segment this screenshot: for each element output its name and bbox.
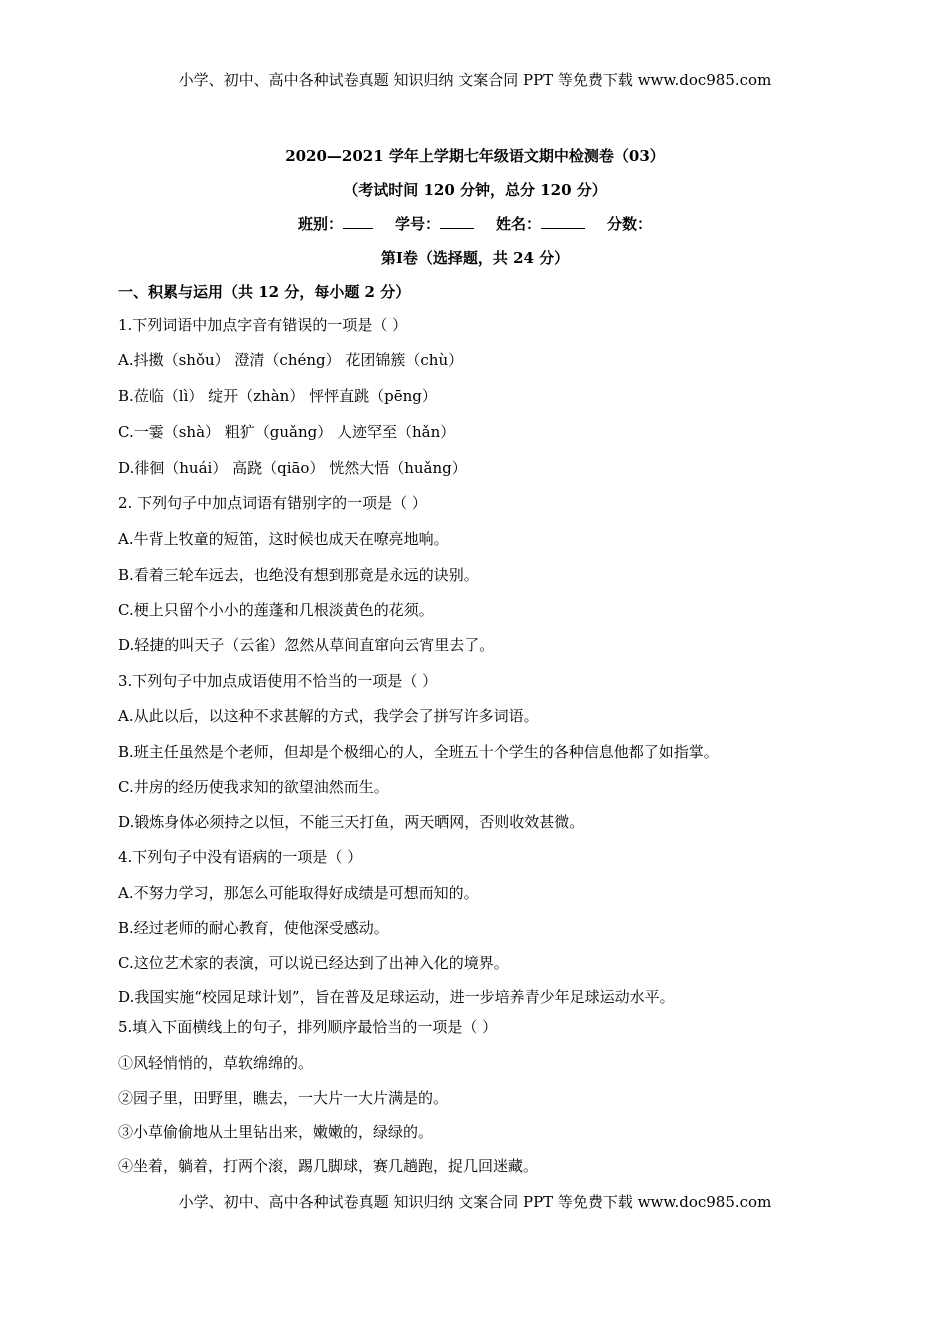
question-1: 1.下列词语中加点字音有错误的一项是（ ） bbox=[118, 316, 408, 334]
exam-subtitle: （考试时间 120 分钟，总分 120 分） bbox=[343, 181, 607, 199]
name-label: 姓名： bbox=[496, 215, 542, 233]
question-5: 5.填入下面横线上的句子，排列顺序最恰当的一项是（ ） bbox=[118, 1018, 498, 1036]
number-label: 学号： bbox=[394, 215, 440, 233]
q3-option-c: C.井房的经历使我求知的欲望油然而生。 bbox=[118, 778, 389, 796]
exam-title: 2020—2021 学年上学期七年级语文期中检测卷（03） bbox=[285, 147, 665, 165]
q5-sentence-3: ③小草偷偷地从土里钻出来，嫩嫩的，绿绿的。 bbox=[118, 1123, 434, 1141]
q3-option-b: B.班主任虽然是个老师，但却是个极细心的人，全班五十个学生的各种信息他都了如指掌。 bbox=[118, 743, 719, 761]
q5-sentence-1: ①风轻悄悄的，草软绵绵的。 bbox=[118, 1054, 314, 1072]
class-label: 班别： bbox=[297, 215, 343, 233]
score-label: 分数： bbox=[607, 215, 653, 233]
section-title: 一、积累与运用（共 12 分，每小题 2 分） bbox=[118, 283, 411, 301]
q5-sentence-2: ②园子里，田野里，瞧去，一大片一大片满是的。 bbox=[118, 1089, 449, 1107]
q1-option-b: B.莅临（lì） 绽开（zhàn） 怦怦直跳（pēng） bbox=[118, 387, 437, 405]
q1-option-c: C.一霎（shà） 粗犷（guǎng） 人迹罕至（hǎn） bbox=[118, 423, 456, 441]
question-4: 4.下列句子中没有语病的一项是（ ） bbox=[118, 848, 363, 866]
name-blank[interactable] bbox=[541, 214, 585, 229]
q2-option-a: A.牛背上牧童的短笛，这时候也成天在嘹亮地响。 bbox=[118, 530, 449, 548]
number-blank[interactable] bbox=[440, 214, 474, 229]
q2-option-c: C.梗上只留个小小的莲蓬和几根淡黄色的花须。 bbox=[118, 601, 434, 619]
question-3: 3.下列句子中加点成语使用不恰当的一项是（ ） bbox=[118, 672, 438, 690]
question-2: 2. 下列句子中加点词语有错别字的一项是（ ） bbox=[118, 494, 427, 512]
q2-option-d: D.轻捷的叫天子（云雀）忽然从草间直窜向云宵里去了。 bbox=[118, 636, 495, 654]
part-title: 第Ⅰ卷（选择题，共 24 分） bbox=[380, 249, 570, 267]
q4-option-d: D.我国实施“校园足球计划”，旨在普及足球运动，进一步培养青少年足球运动水平。 bbox=[118, 988, 675, 1006]
header-banner: 小学、初中、高中各种试卷真题 知识归纳 文案合同 PPT 等免费下载 www.doc985.com bbox=[178, 71, 772, 89]
q4-option-a: A.不努力学习，那怎么可能取得好成绩是可想而知的。 bbox=[118, 884, 479, 902]
student-info-row bbox=[0, 214, 950, 234]
footer-banner: 小学、初中、高中各种试卷真题 知识归纳 文案合同 PPT 等免费下载 www.doc985.com bbox=[178, 1193, 772, 1211]
q3-option-a: A.从此以后，以这种不求甚解的方式，我学会了拼写许多词语。 bbox=[118, 707, 539, 725]
q4-option-c: C.这位艺术家的表演，可以说已经达到了出神入化的境界。 bbox=[118, 954, 509, 972]
q4-option-b: B.经过老师的耐心教育，使他深受感动。 bbox=[118, 919, 389, 937]
q3-option-d: D.锻炼身体必须持之以恒，不能三天打鱼，两天晒网，否则收效甚微。 bbox=[118, 813, 585, 831]
q1-option-a: A.抖擞（shǒu） 澄清（chéng） 花团锦簇（chù） bbox=[118, 351, 464, 369]
q2-option-b: B.看着三轮车远去，也绝没有想到那竟是永远的诀别。 bbox=[118, 566, 479, 584]
q1-option-d: D.徘徊（huái） 高跷（qiāo） 恍然大悟（huǎng） bbox=[118, 459, 467, 477]
class-blank[interactable] bbox=[343, 214, 373, 229]
q5-sentence-4: ④坐着，躺着，打两个滚，踢几脚球，赛几趟跑，捉几回迷藏。 bbox=[118, 1157, 539, 1175]
